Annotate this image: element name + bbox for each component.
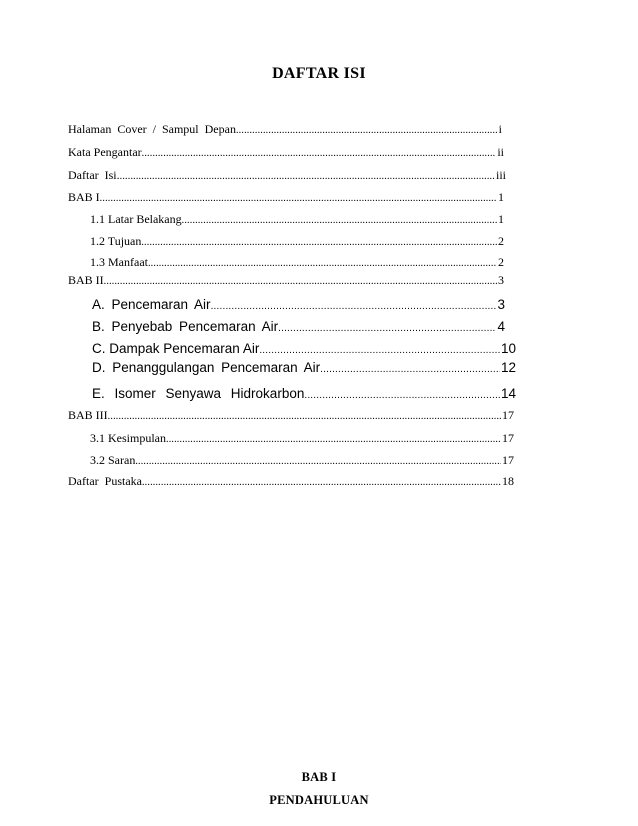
toc-entry-b[interactable] (92, 318, 505, 337)
dot-leader (320, 361, 500, 378)
toc-entry-page: 12 (500, 360, 516, 375)
toc-entry-kata-pengantar[interactable] (68, 144, 504, 162)
toc-entry-daftar-isi[interactable] (68, 167, 506, 185)
toc-entry-3-2[interactable] (90, 452, 514, 470)
dot-leader (182, 213, 497, 229)
toc-entry-page: 4 (497, 319, 505, 334)
toc-entry-label: Halaman Cover / Sampul Depan (68, 122, 236, 136)
dot-leader (120, 169, 495, 185)
toc-entry-c[interactable] (92, 340, 516, 359)
toc-entry-page: 3 (497, 297, 505, 312)
toc-entry-label: 1.1 Latar Belakang (90, 212, 182, 226)
toc-entry-label: BAB I (68, 190, 100, 204)
dot-leader (148, 256, 497, 272)
dot-leader (142, 146, 497, 162)
page-title: DAFTAR ISI (272, 65, 366, 82)
toc-entry-page: i (498, 122, 502, 136)
toc-entry-halaman-cover[interactable] (68, 121, 502, 139)
chapter-heading: BAB I (301, 770, 337, 784)
toc-entry-a[interactable] (92, 296, 505, 315)
dot-leader (100, 191, 497, 207)
chapter-title: PENDAHULUAN (269, 793, 369, 807)
toc-entry-label: C. Dampak Pencemaran Air (92, 341, 260, 356)
dot-leader (108, 409, 501, 425)
toc-entry-label: E. Isomer Senyawa Hidrokarbon (92, 386, 305, 401)
toc-entry-d[interactable] (92, 359, 516, 378)
toc-entry-bab-1[interactable] (68, 189, 504, 207)
toc-entry-page: 17 (502, 453, 514, 467)
toc-entry-page: 2 (498, 234, 504, 248)
dot-leader (104, 274, 497, 290)
dot-leader (166, 432, 501, 448)
toc-entry-label: 1.2 Tujuan (90, 234, 142, 248)
toc-entry-label: 3.2 Saran (90, 453, 136, 467)
dot-leader (142, 475, 501, 491)
dot-leader (236, 123, 498, 139)
toc-entry-page: 17 (502, 408, 514, 422)
toc-entry-page: ii (497, 145, 504, 159)
toc-entry-label: A. Pencemaran Air (92, 297, 211, 312)
dot-leader (135, 454, 501, 470)
dot-leader (211, 298, 497, 315)
toc-entry-label: BAB III (68, 408, 108, 422)
toc-entry-label: B. Penyebab Pencemaran Air (92, 319, 279, 334)
toc-entry-3-1[interactable] (90, 430, 514, 448)
toc-entry-page: iii (495, 168, 506, 182)
toc-entry-bab-2[interactable] (68, 272, 504, 290)
toc-entry-daftar-pustaka[interactable] (68, 473, 514, 491)
toc-entry-page: 1 (498, 212, 504, 226)
toc-entry-page: 3 (498, 273, 504, 287)
dot-leader (141, 235, 497, 251)
toc-entry-bab-3[interactable] (68, 407, 514, 425)
toc-entry-label: Daftar Pustaka (68, 474, 142, 488)
dot-leader (259, 342, 500, 359)
toc-entry-label: 3.1 Kesimpulan (90, 431, 166, 445)
toc-entry-page: 18 (502, 474, 514, 488)
toc-entry-page: 10 (500, 341, 516, 356)
toc-entry-1-3[interactable] (90, 254, 504, 272)
toc-entry-page: 2 (498, 255, 504, 269)
toc-entry-e[interactable] (92, 385, 516, 404)
toc-entry-label: Kata Pengantar (68, 145, 142, 159)
toc-entry-label: 1.3 Manfaat (90, 255, 148, 269)
dot-leader (278, 320, 496, 337)
toc-entry-page: 14 (500, 386, 516, 401)
toc-entry-label: D. Penanggulangan Pencemaran Air (92, 360, 321, 375)
toc-entry-label: Daftar Isi. (68, 168, 120, 182)
toc-entry-label: BAB II (68, 273, 104, 287)
toc-entry-page: 1 (498, 190, 504, 204)
toc-entry-1-1[interactable] (90, 211, 504, 229)
dot-leader (304, 387, 500, 404)
toc-entry-1-2[interactable] (90, 233, 504, 251)
toc-entry-page: 17 (502, 431, 514, 445)
